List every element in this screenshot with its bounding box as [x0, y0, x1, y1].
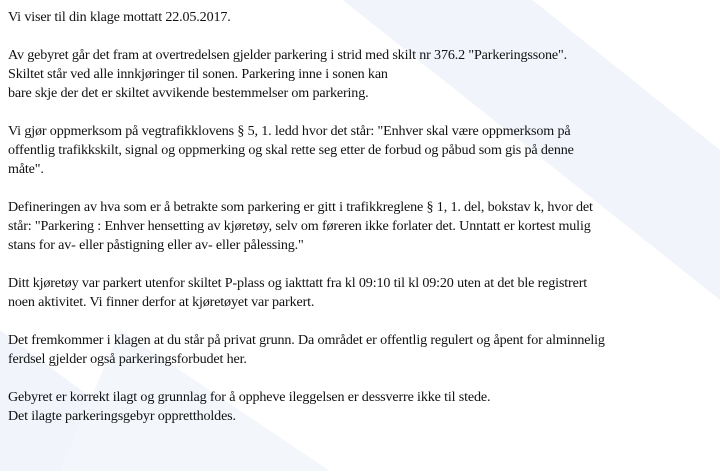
- text-line: måte".: [8, 161, 44, 177]
- text-line: Vi viser til din klage mottatt 22.05.2017.: [8, 9, 231, 25]
- text-line: står: "Parkering : Enhver hensetting av kjøretøy, selv om føreren ikke forlater det. Unntatt er kortest mulig: [8, 218, 591, 234]
- paragraph-traffic-law: [8, 122, 710, 179]
- paragraph-violation: [8, 46, 710, 103]
- text-line: Vi gjør oppmerksom på vegtrafikklovens § 5, 1. ledd hvor det står: "Enhver skal være oppmerksom på: [8, 123, 571, 139]
- paragraph-observation: [8, 274, 710, 312]
- text-line: stans for av- eller påstigning eller av- eller pålessing.": [8, 237, 304, 253]
- text-line: noen aktivitet. Vi finner derfor at kjøretøyet var parkert.: [8, 294, 315, 310]
- paragraph-reference: [8, 8, 710, 27]
- paragraph-private-ground: [8, 331, 710, 369]
- text-line: Skiltet står ved alle innkjøringer til sonen. Parkering inne i sonen kan: [8, 66, 388, 82]
- paragraph-definition: [8, 198, 710, 255]
- text-line: ferdsel gjelder også parkeringsforbudet her.: [8, 351, 247, 367]
- text-line: Det fremkommer i klagen at du står på privat grunn. Da området er offentlig regulert og åpent for alminnelig: [8, 332, 605, 348]
- paragraph-conclusion: [8, 388, 710, 426]
- text-line: Ditt kjøretøy var parkert utenfor skiltet P-plass og iakttatt fra kl 09:10 til kl 09:20 uten at det ble registrert: [8, 275, 588, 291]
- text-line: Defineringen av hva som er å betrakte som parkering er gitt i trafikkreglene § 1, 1. del, bokstav k, hvor det: [8, 199, 593, 215]
- text-line: offentlig trafikkskilt, signal og oppmerking og skal rette seg etter de forbud og påbud som gis på denne: [8, 142, 574, 158]
- text-line: Gebyret er korrekt ilagt og grunnlag for å oppheve ileggelsen er dessverre ikke til stede.: [8, 389, 491, 405]
- text-line: bare skje der det er skiltet avvikende bestemmelser om parkering.: [8, 85, 369, 101]
- text-line: Av gebyret går det fram at overtredelsen gjelder parkering i strid med skilt nr 376.2 "Parkeringssone".: [8, 47, 567, 63]
- text-line: Det ilagte parkeringsgebyr opprettholdes.: [8, 408, 236, 424]
